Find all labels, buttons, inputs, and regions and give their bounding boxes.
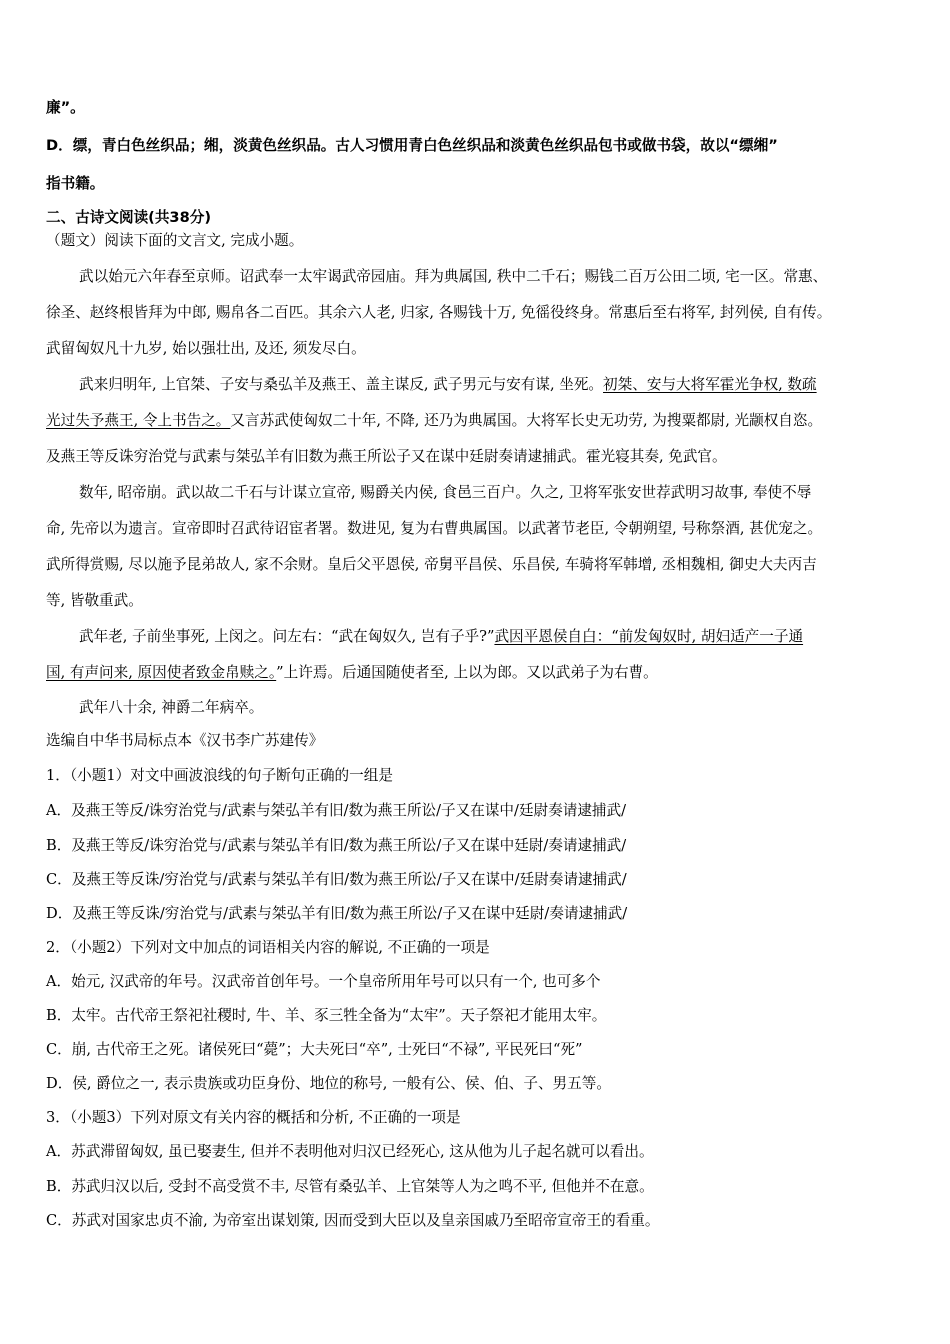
passage-p1-line1: 武以始元六年春至京师。诏武奉一太牢谒武帝园庙。拜为典属国, 秩中二千石；赐钱二百万公田二顷, 宅一区。常惠、 [79, 268, 828, 285]
passage-text: 武来归明年, 上官桀、子安与桑弘羊及燕王、盖主谋反, 武子男元与安有谋, 坐死。 [79, 376, 604, 393]
passage-p2-line1 [46, 373, 817, 394]
passage-p1-line2: 徐圣、赵终根皆拜为中郎, 赐帛各二百匹。其余六人老, 归家, 各赐钱十万, 免徭役终身。常惠后至右将军, 封列侯, 自有传。 [46, 304, 832, 321]
prev-option-d-line2: 指书籍。 [46, 175, 105, 192]
passage-source: 选编自中华书局标点本《汉书李广苏建传》 [46, 732, 324, 749]
passage-p3-line1: 数年, 昭帝崩。武以故二千石与计谋立宣帝, 赐爵关内侯, 食邑三百户。久之, 卫将军张安世荐武明习故事, 奉使不辱 [79, 484, 812, 501]
passage-text: 又言苏武使匈奴二十年, 不降, 还乃为典属国。大将军长史无功劳, 为搜粟都尉, 光颛权自恣。 [230, 412, 823, 429]
prev-answer-tail: 廉”。 [46, 99, 85, 116]
passage-text: 武年老, 子前坐事死, 上闵之。问左右：“武在匈奴久, 岂有子乎?” [79, 628, 495, 645]
question-1-option-d: D．及燕王等反诛/穷治党与/武素与桀弘羊有旧/数为燕王所讼/子又在谋中廷尉/奏请逮捕武/ [46, 905, 628, 922]
question-2-stem: 2．（小题2）下列对文中加点的词语相关内容的解说, 不正确的一项是 [46, 939, 490, 956]
passage-p4-line2 [46, 661, 658, 682]
passage-p4-line1 [46, 625, 803, 646]
passage-p3-line4: 等, 皆敬重武。 [46, 592, 143, 609]
prev-option-d-line1: D．缥，青白色丝织品；缃，淡黄色丝织品。古人习惯用青白色丝织品和淡黄色丝织品包书或做书袋，故以“缥缃” [46, 137, 778, 154]
passage-p2-line3: 及燕王等反诛穷治党与武素与桀弘羊有旧数为燕王所讼子又在谋中廷尉奏请逮捕武。霍光寝其奏, 免武官。 [46, 448, 727, 465]
underlined-sentence: 武因平恩侯自白：“前发匈奴时, 胡妇适产一子通 [494, 628, 804, 645]
question-3-stem: 3．（小题3）下列对原文有关内容的概括和分析, 不正确的一项是 [46, 1109, 461, 1126]
question-1-stem: 1．（小题1）对文中画波浪线的句子断句正确的一组是 [46, 767, 393, 784]
question-1-option-c: C．及燕王等反诛/穷治党与/武素与桀弘羊有旧/数为燕王所讼/子又在谋中/廷尉奏请逮捕武/ [46, 871, 627, 888]
passage-p3-line2: 命, 先帝以为遗言。宣帝即时召武待诏宦者署。数进见, 复为右曹典属国。以武著节老臣, 令朝朔望, 号称祭酒, 甚优宠之。 [46, 520, 823, 537]
section-title: 二、古诗文阅读(共38分) [46, 209, 211, 226]
passage-p5: 武年八十余, 神爵二年病卒。 [79, 699, 264, 716]
passage-intro: （题文）阅读下面的文言文, 完成小题。 [46, 232, 304, 249]
passage-p2-line2 [46, 409, 822, 430]
question-2-option-a: A．始元, 汉武帝的年号。汉武帝首创年号。一个皇帝所用年号可以只有一个, 也可多个 [46, 973, 601, 990]
question-2-option-c: C．崩, 古代帝王之死。诸侯死曰“薨”；大夫死曰“卒”, 士死曰“不禄”, 平民死曰“死” [46, 1041, 583, 1058]
question-2-option-b: B．太牢。古代帝王祭祀社稷时, 牛、羊、豕三牲全备为“太牢”。天子祭祀才能用太牢。 [46, 1007, 607, 1024]
underlined-sentence: 光过失予燕王, 令上书告之。 [46, 412, 231, 429]
question-3-option-c: C．苏武对国家忠贞不渝, 为帝室出谋划策, 因而受到大臣以及皇亲国戚乃至昭帝宣帝王的看重。 [46, 1212, 660, 1229]
question-1-option-a: A．及燕王等反/诛穷治党与/武素与桀弘羊有旧/数为燕王所讼/子又在谋中/廷尉奏请逮捕武/ [46, 802, 627, 819]
question-3-option-b: B．苏武归汉以后, 受封不高受赏不丰, 尽管有桑弘羊、上官桀等人为之鸣不平, 但他并不在意。 [46, 1178, 654, 1195]
question-2-option-d: D．侯, 爵位之一, 表示贵族或功臣身份、地位的称号, 一般有公、侯、伯、子、男五等。 [46, 1075, 611, 1092]
passage-text: ”上许焉。后通国随使者至, 上以为郎。又以武弟子为右曹。 [276, 664, 658, 681]
passage-p1-line3: 武留匈奴凡十九岁, 始以强壮出, 及还, 须发尽白。 [46, 340, 366, 357]
underlined-sentence: 初桀、安与大将军霍光争权, 数疏 [603, 376, 817, 393]
question-3-option-a: A．苏武滞留匈奴, 虽已娶妻生, 但并不表明他对归汉已经死心, 这从他为儿子起名就可以看出。 [46, 1143, 654, 1160]
underlined-sentence: 国, 有声问来, 原因使者致金帛赎之。 [46, 664, 277, 681]
passage-p3-line3: 武所得赏赐, 尽以施予昆弟故人, 家不余财。皇后父平恩侯, 帝舅平昌侯、乐昌侯, 车骑将军韩增, 丞相魏相, 御史大夫丙吉 [46, 556, 817, 573]
question-1-option-b: B．及燕王等反/诛穷治党与/武素与桀弘羊有旧/数为燕王所讼/子又在谋中廷尉/奏请逮捕武/ [46, 837, 627, 854]
